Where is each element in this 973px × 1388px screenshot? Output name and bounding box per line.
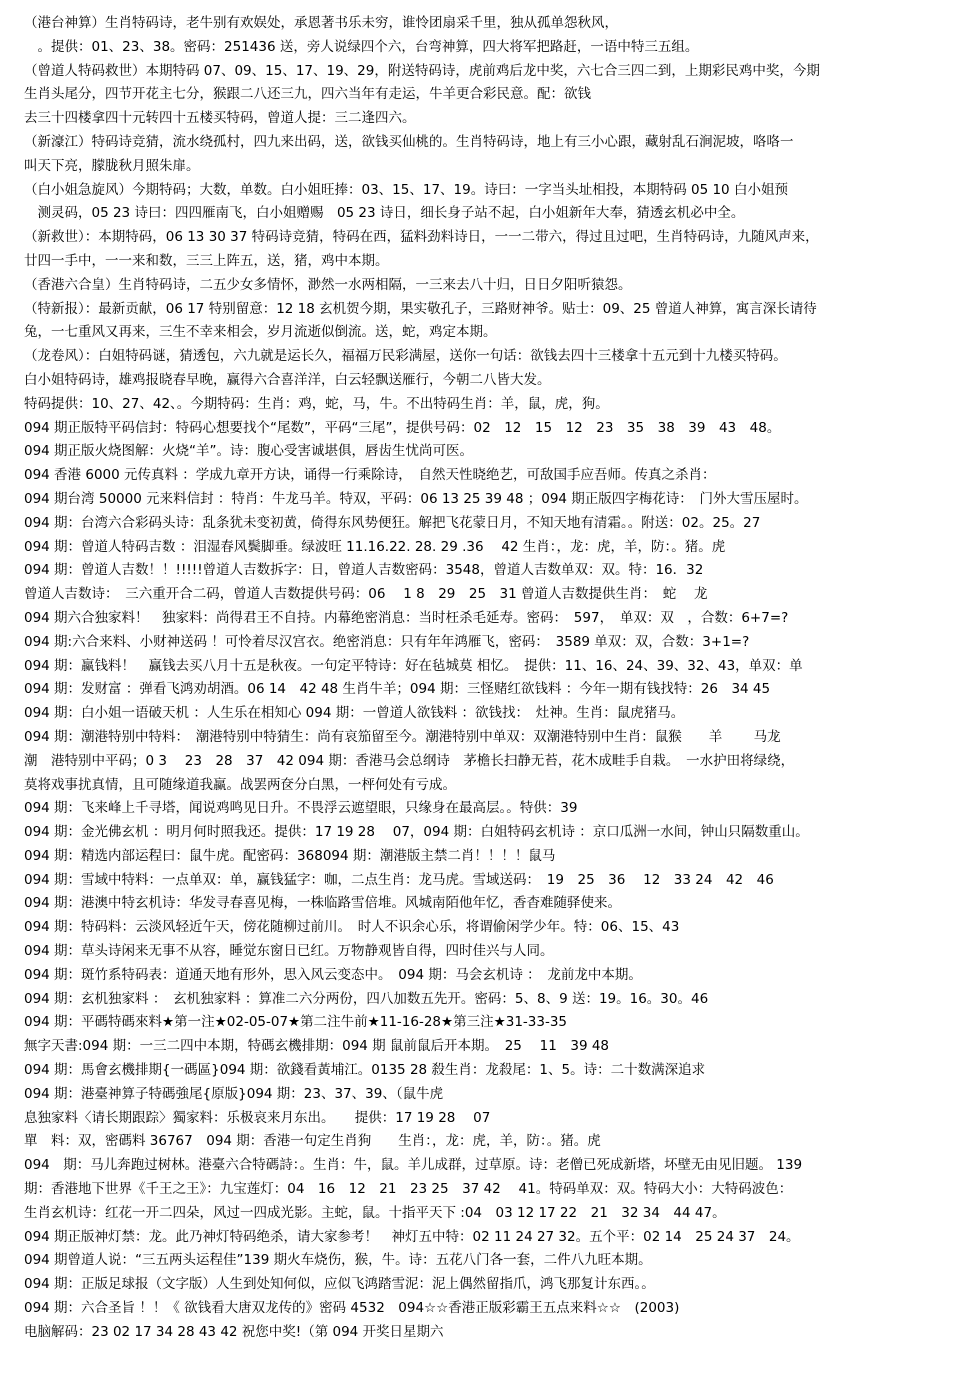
text-line: 094 期：白小姐一语破天机 ：人生乐在相知心 094 期：一曾道人欲钱料 ：欲钱找： 灶神。生肖：鼠虎猪马。 bbox=[24, 705, 685, 722]
text-line: 兔，一七重风又再来，三生不幸来相会，岁月流逝似倒流。送，蛇，鸡定本期。 bbox=[24, 324, 497, 341]
text-line: 無字天書:094 期：一三二四中本期，特碼玄機排期：094 期 鼠前鼠后开本期。 25 11 39 48 bbox=[24, 1038, 610, 1055]
text-line: 094 期：平碼特碼來料★第一注★02-05-07★第二注牛前★11-16-28★第三注★31-33-35 bbox=[24, 1014, 568, 1031]
text-line: 测灵码，05 23 诗曰：四四雁南飞，白小姐赠赐 05 23 诗日，细长身子站不起，白小姐新年大奉，猜透玄机必中全。 bbox=[24, 205, 745, 222]
text-line: 094 期：飞来峰上千寻塔，闻说鸡鸣见日升。不畏浮云遮望眼，只缘身在最高层。。特供：39 bbox=[24, 800, 578, 817]
text-line: 094 期：正版足球报（文字版）人生到处知何似，应似飞鸿踏雪泥：泥上偶然留指爪，鸿飞那复计东西。。 bbox=[24, 1276, 655, 1293]
text-line: 094 期正版神灯禁：龙。此乃神灯特码绝杀，请大家参考！ 神灯五中特：02 11 24 27 32。五个平：02 14 25 24 37 24。 bbox=[24, 1228, 800, 1245]
text-line: 息独家料〈请长期跟踪〉獨家料：乐极哀来月东出。 提供：17 19 28 07 bbox=[24, 1109, 491, 1126]
text-line: 094 期：台湾六合彩码头诗：乱条犹未变初黄，倚得东风势便狂。解把飞花蒙日月，不知天地有清霜。。附送：02。25。27 bbox=[24, 514, 761, 531]
text-line: （特新报）：最新贡献，06 17 特别留意：12 18 玄机贺今期，果实敬孔子，三路财神爷。贴士：09、25 曾道人神算，寓言深长请待 bbox=[24, 300, 817, 317]
text-line: 廿四一手中，一一来和数，三三上阵五，送，猪，鸡中本期。 bbox=[24, 252, 389, 269]
text-line: 094 期：玄机独家料 ： 玄机独家料 ：算准二六分两份，四八加数五先开。密码：5、8、9 送：19。16。30。46 bbox=[24, 990, 709, 1007]
text-line: 白小姐特码诗，雄鸡报晓春早晚，赢得六合喜洋洋，白云轻飘送雁行，今朝二八皆大发。 bbox=[24, 371, 551, 388]
text-line: 094 期：精选内部运程曰：鼠牛虎。配密码：368094 期：潮港版主禁二肖！！！！鼠马 bbox=[24, 847, 556, 864]
text-line: 潮 港特别中平码；0 3 23 28 37 42 094 期：香港马会总纲诗 茅檐长扫静无苔，花木成畦手自栽。 一水护田将绿绕， bbox=[24, 752, 795, 769]
text-line: 094 香港 6000 元传真料 ：学成九章开方诀，诵得一行乘除诗， 自然天性晓绝艺，可敌国手应吾师。传真之杀肖： bbox=[24, 467, 716, 484]
text-line: 094 期：雪域中特料：一点单双：单，赢钱猛字：咖，二点生肖：龙马虎。雪域送码： 19 25 36 12 33 24 42 46 bbox=[24, 871, 774, 888]
text-line: （白小姐急旋风）今期特码；大数，单数。白小姐旺捧：03、15、17、19。诗曰：一字当头址相投，本期特码 05 10 白小姐预 bbox=[24, 181, 788, 198]
text-line: 094 期：潮港特别中特料： 潮港特别中特猜生：尚有哀笳留至今。潮港特别中单双：双潮港特别中生肖：鼠猴 羊 马龙 bbox=[24, 728, 781, 745]
text-line: 特码提供：10、27、42、。今期特码：生肖：鸡，蛇，马，牛。不出特码生肖：羊，鼠，虎，狗。 bbox=[24, 395, 609, 412]
text-line: 094 期：港臺神算子特碼強尾{原版}094 期：23、37、39、（鼠牛虎 bbox=[24, 1085, 444, 1102]
text-line: 电脑解码：23 02 17 34 28 43 42 祝您中奖!（第 094 开奖日星期六 bbox=[24, 1323, 444, 1340]
text-lines bbox=[24, 12, 951, 1345]
text-line: 094 期：草头诗闲来无事不从容，睡觉东窗日已红。万物静观皆自得，四时佳兴与人同。 bbox=[24, 943, 554, 960]
text-line: （曾道人特码救世）本期特码 07、09、15、17、19、29，附送特码诗，虎前鸡后龙中奖，六七合三四二到，上期彩民鸡中奖，今期 bbox=[24, 62, 820, 79]
text-line: 094 期：金光佛玄机 ：明月何时照我还。提供：17 19 28 07，094 期：白姐特码玄机诗 ：京口瓜洲一水间，钟山只隔数重山。 bbox=[24, 824, 809, 841]
text-line: 去三十四楼拿四十元转四十五楼买特码，曾道人提：三二逢四六。 bbox=[24, 110, 416, 127]
text-line: （新濠江）特码诗竞猜，流水绕孤村，四九来出码，送，欲钱买仙桃的。生肖特码诗，地上有三小心跟，藏射乱石涧泥坡，咯咯一 bbox=[24, 133, 794, 150]
text-line: 094 期：曾道人吉数！！!!!!!曾道人吉数拆字：日，曾道人吉数密码：3548，曾道人吉数单双：双。特：16．32 bbox=[24, 562, 704, 579]
text-line: 094 期：曾道人特码吉数 ：泪湿春风鬓脚垂。绿波旺 11.16.22. 28. 29 .36 42 生肖：，龙：虎，羊，防：。猪。虎 bbox=[24, 538, 726, 555]
text-line: （港台神算）生肖特码诗，老牛别有欢娱处，承恩著书乐未穷，谁怜团扇采千里，独从孤单怨秋风， bbox=[24, 15, 618, 31]
text-line: 094 期：斑竹系特码表：道通天地有形外，思入风云变态中。 094 期：马会玄机诗 ： 龙前龙中本期。 bbox=[24, 966, 642, 983]
text-line: 叫天下亮，朦胧秋月照朱扉。 bbox=[24, 157, 200, 174]
text-line: 094 期:六合来料、小财神送码 ！可怜着尽汉宫衣。绝密消息：只有年年鸿雁飞，密码： 3589 单双：双，合数：3+1=? bbox=[24, 633, 750, 650]
text-line: 莫将戏事扰真情，且可随缘道我赢。战罢两奁分白黑，一枰何处有亏成。 bbox=[24, 776, 456, 793]
text-line: 。提供：01、23、38。密码：251436 送，旁人说绿四个六，台弯神算，四大将军把路赶，一语中特三五组。 bbox=[24, 38, 699, 55]
text-line: （龙卷风）：白姐特码谜，猜透包，六九就是运长久，福福万民彩满屋，送你一句话：欲钱去四十三楼拿十五元到十九楼买特码。 bbox=[24, 348, 787, 365]
text-line: 094 期：赢钱料！ 赢钱去买八月十五是秋夜。一句定平特诗：好在毡城莫 相忆。 提供：11、16、24、39、32、43，单双：单 bbox=[24, 657, 803, 674]
text-line: 期：香港地下世界《千王之王》：九宝莲灯：04 16 12 21 23 25 37 42 41。特码单双：双。特码大小：大特码波色： bbox=[24, 1181, 793, 1198]
text-line: 094 期正版特平码信封：特码心想要找个“尾数”，平码“三尾”，提供号码：02 12 15 12 23 35 38 39 43 48。 bbox=[24, 419, 781, 436]
text-line: 生肖头尾分，四节开花主七分，猴跟二八还三九，四六当年有走运，牛羊更合彩民意。配：欲钱 bbox=[24, 86, 591, 103]
text-line: 094 期台湾 50000 元来料信封 ：特肖：牛龙马羊。特双，平码：06 13 25 39 48 ；094 期正版四字梅花诗： 门外大雪压屋时。 bbox=[24, 490, 808, 507]
text-line: 094 期曾道人说：“三五两头运程佳”139 期火车烧伤，猴，牛。诗：五花八门各一套，二件八九旺本期。 bbox=[24, 1252, 652, 1269]
text-line: 094 期：特码料：云淡风轻近午天，傍花随柳过前川。 时人不识余心乐，将谓偷闲学少年。特：06、15、43 bbox=[24, 919, 680, 936]
text-line: 094 期：发财富 ：弹看飞鸿劝胡酒。06 14 42 48 生肖牛羊；094 期：三怪赌红欲钱料 ：今年一期有钱找特：26 34 45 bbox=[24, 681, 771, 698]
text-line: 單 料：双，密碼料 36767 094 期：香港一句定生肖狗 生肖：，龙：虎，羊，防：。猪。虎 bbox=[24, 1133, 601, 1150]
text-line: 094 期：六合圣旨 ！！《 欲钱看大唐双龙传的》密码 4532 094☆☆香港正版彩霸王五点来料☆☆ (2003) bbox=[24, 1300, 680, 1317]
text-line: 094 期：港澳中特玄机诗：华发寻春喜见梅，一株临路雪倍堆。风城南陌他年忆，香杳难随驿使来。 bbox=[24, 895, 622, 912]
text-line: （香港六合皇）生肖特码诗，二五少女多情怀，渺然一水两相隔，一三来去八十归，日日夕阳听猿怨。 bbox=[24, 276, 632, 293]
text-line: 曾道人吉数诗： 三六重开合二码，曾道人吉数提供号码：06 1 8 29 25 31 曾道人吉数提供生肖： 蛇 龙 bbox=[24, 586, 708, 603]
text-line: 094 期：馬會玄機排期{一碼區}094 期：欲錢看黃埔江。0135 28 殺生肖：龙殺尾：1、5。诗：二十数满深追求 bbox=[24, 1062, 706, 1079]
text-line: 094 期正版火烧图解：火烧“羊”。诗：腹心受害诚堪俱，唇齿生忧尚可医。 bbox=[24, 443, 474, 460]
text-line: 094 期：马儿奔跑过树林。港臺六合特碼詩：。生肖：牛，鼠。羊儿成群，过草原。诗：老僧已死成新塔，坏壁无由见旧题。 139 bbox=[24, 1157, 803, 1174]
text-line: 094 期六合独家料！ 独家料：尚得君王不自持。内幕绝密消息：当时枉杀毛延寿。密码： 597， 单双：双 ，合数：6+7=? bbox=[24, 609, 789, 626]
text-line: （新救世）：本期特码，06 13 30 37 特码诗竞猜，特码在西，猛料劲料诗日，一一二带六，得过且过吧，生肖特码诗，九随风声来， bbox=[24, 229, 819, 246]
text-line: 生肖玄机诗：红花一开二四朵，风过一四成光影。主蛇，鼠。十指平天下 :04 03 12 17 22 21 32 34 44 47。 bbox=[24, 1204, 726, 1221]
